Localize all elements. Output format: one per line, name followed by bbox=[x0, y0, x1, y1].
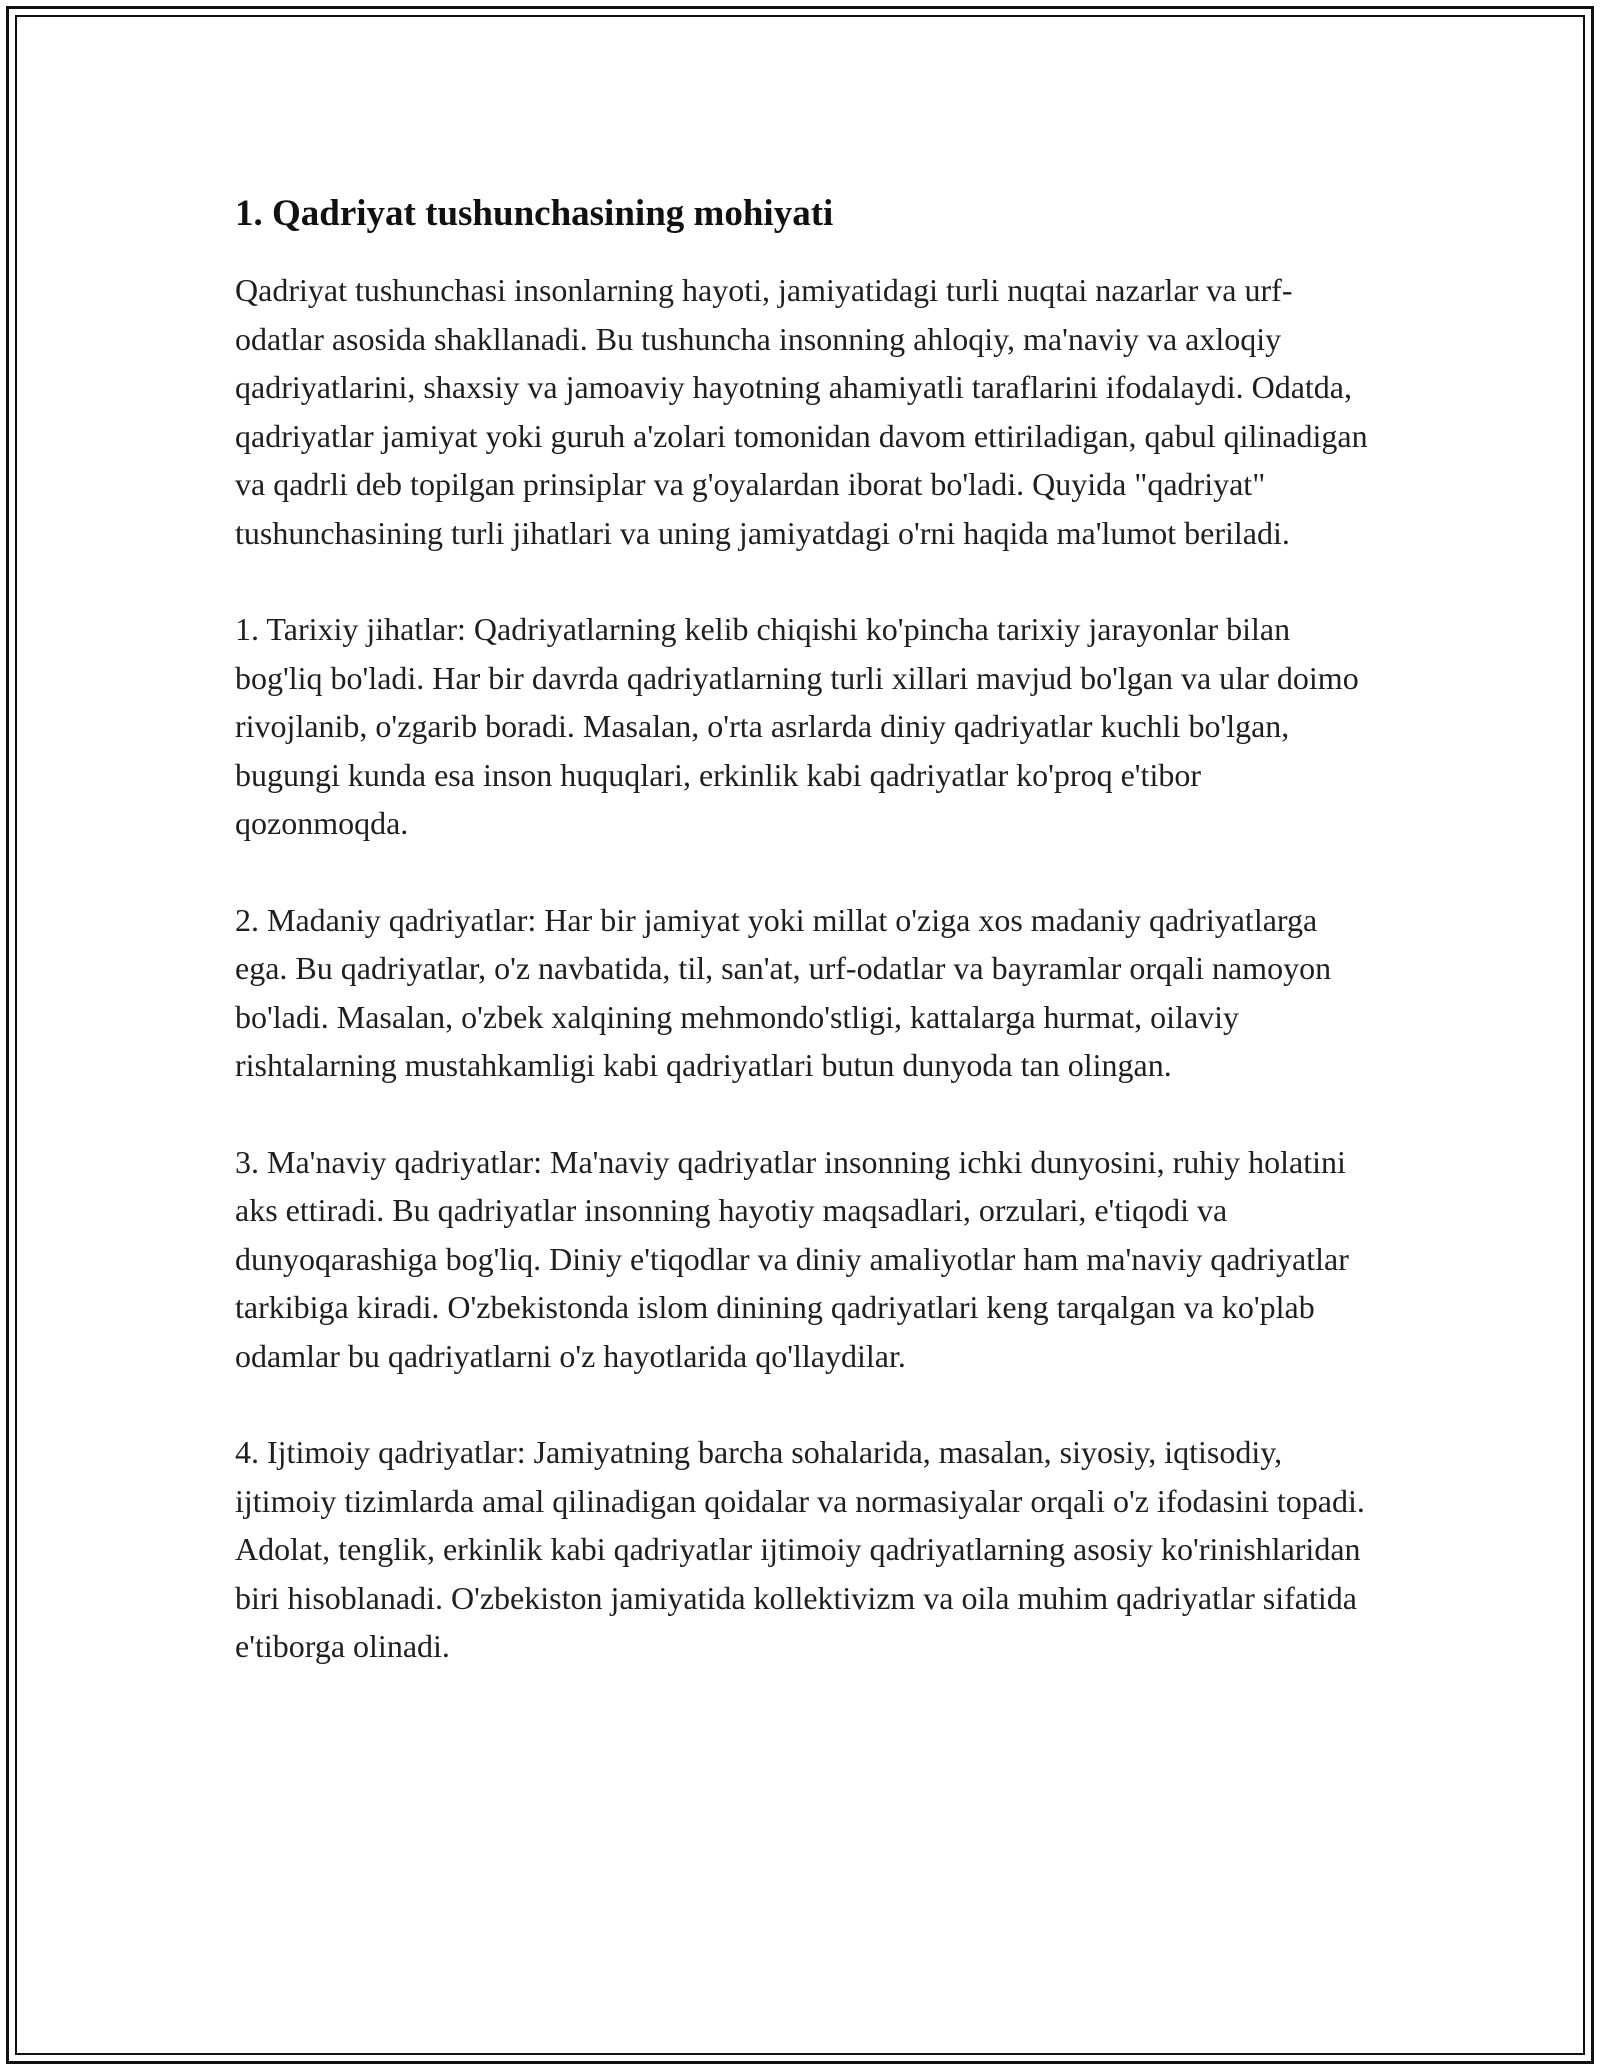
section-title: 1. Qadriyat tushunchasining mohiyati bbox=[235, 193, 834, 234]
cultural-values-paragraph: 2. Madaniy qadriyatlar: Har bir jamiyat yoki millat o'ziga xos madaniy qadriyatlarga ega. Bu qadriyatlar, o'z navbatida, til, san'at, urf-odatlar va bayramlar orqali namoyon bo'ladi. Masalan, o'zbek xalqining mehmondo'stligi, kattalarga hurmat, oilaviy rishtalarning mustahkamligi kabi qadriyatlari butun dunyoda tan olingan. bbox=[235, 901, 1332, 1083]
intro-paragraph: Qadriyat tushunchasi insonlarning hayoti, jamiyatidagi turli nuqtai nazarlar va urf-odatlar asosida shakllanadi. Bu tushuncha insonning ahloqiy, ma'naviy va axloqiy qadriyatlarini, shaxsiy va jamoaviy hayotning ahamiyatli taraflarini ifodalaydi. Odatda, qadriyatlar jamiyat yoki guruh a'zolari tomonidan davom ettiriladigan, qabul qilinadigan va qadrli deb topilgan prinsiplar va g'oyalardan iborat bo'ladi. Quyida "qadriyat" tushunchasining turli jihatlari va uning jamiyatdagi o'rni haqida ma'lumot beriladi. bbox=[235, 272, 1368, 551]
document-content bbox=[235, 188, 1375, 1671]
social-values-paragraph: 4. Ijtimoiy qadriyatlar: Jamiyatning barcha sohalarida, masalan, siyosiy, iqtisodiy, ijtimoiy tizimlarda amal qilinadigan qoidalar va normasiyalar orqali o'z ifodasini topadi. Adolat, tenglik, erkinlik kabi qadriyatlar ijtimoiy qadriyatlarning asosiy ko'rinishlaridan biri hisoblanadi. O'zbekiston jamiyatida kollektivizm va oila muhim qadriyatlar sifatida e'tiborga olinadi. bbox=[235, 1434, 1365, 1664]
spiritual-values-paragraph: 3. Ma'naviy qadriyatlar: Ma'naviy qadriyatlar insonning ichki dunyosini, ruhiy holatini aks ettiradi. Bu qadriyatlar insonning hayotiy maqsadlari, orzulari, e'tiqodi va dunyoqarashiga bog'liq. Diniy e'tiqodlar va diniy amaliyotlar ham ma'naviy qadriyatlar tarkibiga kiradi. O'zbekistonda islom dinining qadriyatlari keng tarqalgan va ko'plab odamlar bu qadriyatlarni o'z hayotlarida qo'llaydilar. bbox=[235, 1143, 1349, 1374]
historical-aspects-paragraph: 1. Tarixiy jihatlar: Qadriyatlarning kelib chiqishi ko'pincha tarixiy jarayonlar bilan bog'liq bo'ladi. Har bir davrda qadriyatlarning turli xillari mavjud bo'lgan va ular doimo rivojlanib, o'zgarib boradi. Masalan, o'rta asrlarda diniy qadriyatlar kuchli bo'lgan, bugungi kunda esa inson huquqlari, erkinlik kabi qadriyatlar ko'proq e'tibor qozonmoqda. bbox=[235, 611, 1359, 841]
